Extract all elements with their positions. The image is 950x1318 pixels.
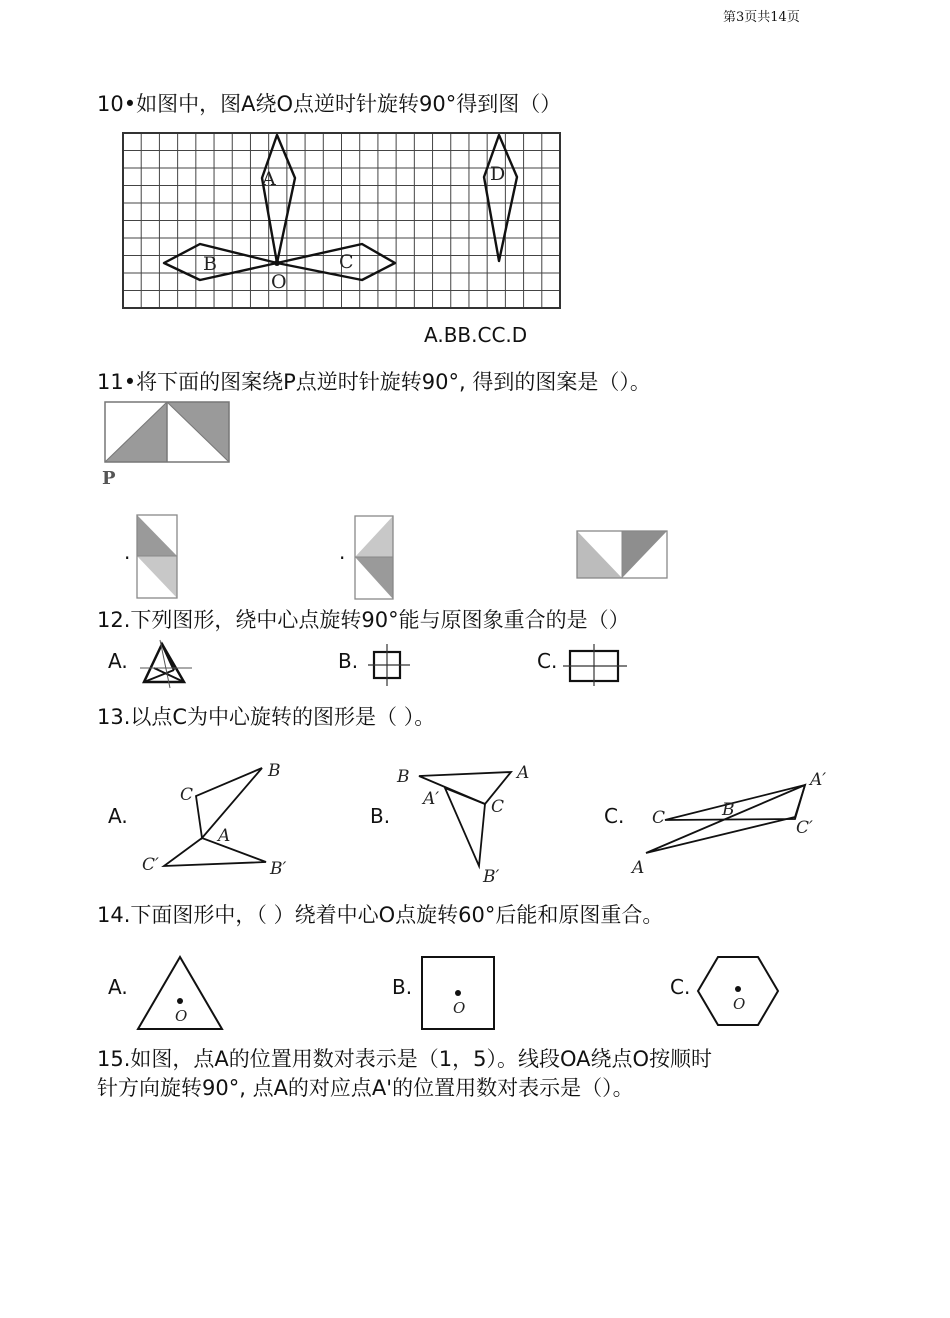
q12-option-b-square-figure[interactable] (366, 642, 412, 688)
question-15-line-2: 针方向旋转90°, 点A的对应点A'的位置用数对表示是（）。 (97, 1076, 634, 1100)
q12-option-c-label[interactable]: C. (537, 649, 558, 673)
q11-option-1-marker: . (124, 540, 131, 564)
q12-option-b-label[interactable]: B. (338, 649, 359, 673)
q11-option-3-figure[interactable] (576, 530, 670, 582)
q13-option-a-label[interactable]: A. (108, 804, 128, 828)
q13b-label-a: A (517, 763, 530, 783)
shape-b-label: B (203, 253, 217, 275)
q13-option-a-figure[interactable] (140, 758, 300, 878)
q14-option-b-square-figure[interactable] (420, 953, 500, 1033)
q13b-label-a-prime: A′ (423, 789, 440, 809)
q13c-label-b: B (722, 800, 735, 820)
q13b-label-b-prime: B′ (483, 867, 500, 887)
q14-option-b-label[interactable]: B. (392, 975, 413, 999)
point-o-label: O (271, 271, 287, 293)
q14-option-c-hexagon-figure[interactable] (696, 953, 782, 1031)
q12-option-c-rectangle-figure[interactable] (563, 642, 629, 688)
q13a-label-c: C (180, 785, 194, 805)
q13a-label-b: B (268, 761, 281, 781)
q11-option-2-marker: . (339, 540, 346, 564)
q13c-label-a-prime: A′ (810, 770, 827, 790)
shape-c (277, 244, 395, 280)
question-10-grid-figure (122, 130, 562, 315)
q12-option-a-triangle-figure[interactable] (140, 640, 200, 690)
q13-option-b-figure[interactable] (395, 760, 545, 885)
q13a-label-c-prime: C′ (142, 855, 159, 875)
q14-option-c-label[interactable]: C. (670, 975, 691, 999)
page-number-header: 第3页共14页 (723, 10, 800, 25)
question-11-pattern (105, 400, 235, 470)
shape-a-label: A (262, 168, 276, 190)
shape-d (484, 135, 517, 261)
question-10-text: 10•如图中，图A绕O点逆时针旋转90°得到图（） (97, 92, 562, 116)
question-11-text: 11•将下面的图案绕P点逆时针旋转90°, 得到的图案是（）。 (97, 370, 651, 394)
q13a-label-a: A (218, 826, 231, 846)
q14-option-a-label[interactable]: A. (108, 975, 128, 999)
q12-option-a-label[interactable]: A. (108, 649, 128, 673)
q13-option-b-label[interactable]: B. (370, 804, 391, 828)
q13a-label-b-prime: B′ (270, 859, 287, 879)
question-10-options[interactable]: A.BB.CC.D (424, 323, 528, 347)
q13c-label-c: C (652, 808, 666, 828)
point-p-label: P (102, 468, 116, 489)
question-12-text: 12.下列图形，绕中心点旋转90°能与原图象重合的是（） (97, 608, 630, 632)
q13-option-c-label[interactable]: C. (604, 804, 625, 828)
shape-d-label: D (490, 163, 506, 185)
q13c-label-a: A (632, 858, 645, 878)
q13b-label-b: B (397, 767, 410, 787)
q13-option-c-figure[interactable] (630, 765, 840, 878)
q14b-center-label: O (453, 999, 466, 1017)
q14c-center-label: O (733, 995, 746, 1013)
q13b-label-c: C (491, 797, 505, 817)
q13c-label-c-prime: C′ (796, 818, 813, 838)
q14-option-a-triangle-figure[interactable] (136, 953, 228, 1033)
q14a-center-label: O (175, 1007, 188, 1025)
question-15-line-1: 15.如图，点A的位置用数对表示是（1，5）。线段OA绕点O按顺时 (97, 1047, 713, 1071)
shape-a (262, 135, 295, 263)
question-13-text: 13.以点C为中心旋转的图形是（ ）。 (97, 705, 436, 729)
q11-option-1-figure[interactable] (136, 514, 182, 600)
q11-option-2-figure[interactable] (354, 515, 400, 601)
question-14-text: 14.下面图形中，（ ）绕着中心O点旋转60°后能和原图重合。 (97, 903, 664, 927)
shape-c-label: C (339, 251, 354, 273)
shape-b (164, 244, 277, 280)
